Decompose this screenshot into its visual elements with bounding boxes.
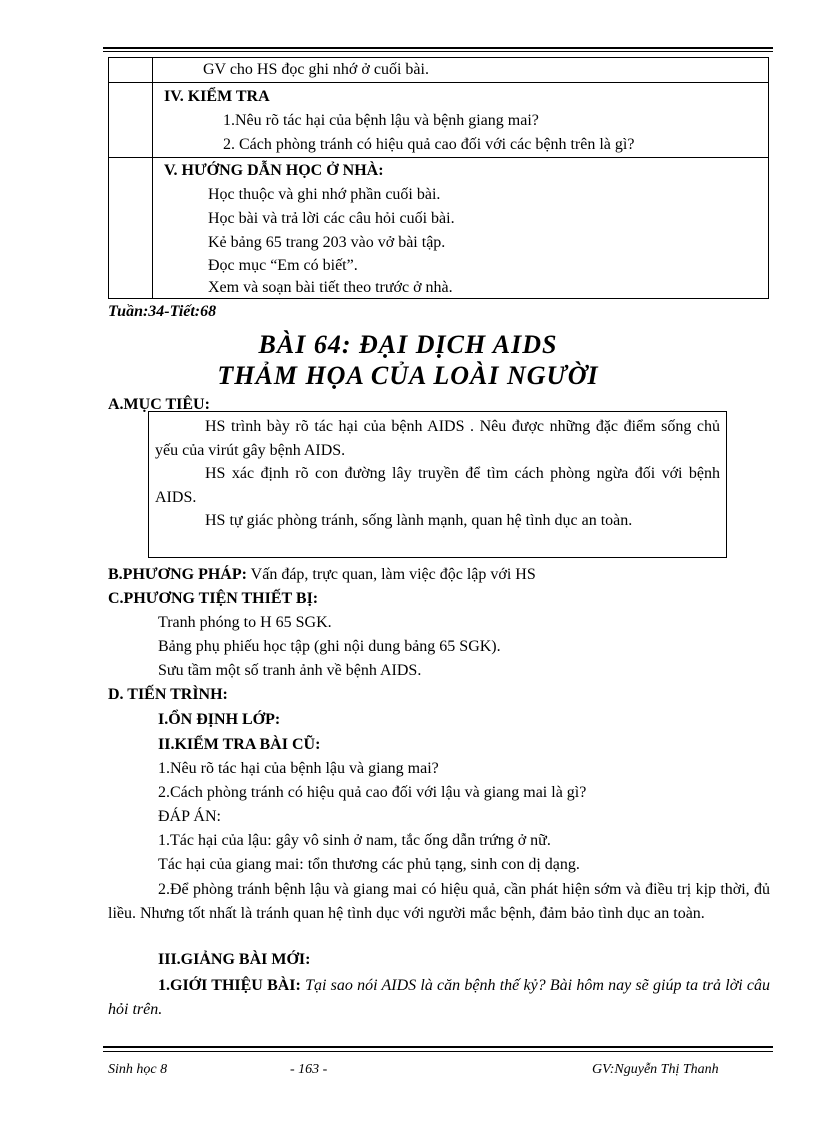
section-heading-b: B.PHƯƠNG PHÁP: <box>108 566 247 583</box>
table-row-text: 2. Cách phòng tránh có hiệu quả cao đối với các bệnh trên là gì? <box>223 136 635 153</box>
table-section-heading: IV. KIỂM TRA <box>164 88 270 105</box>
section-heading-d: D. TIẾN TRÌNH: <box>108 686 228 703</box>
subsection-heading: III.GIẢNG BÀI MỚI: <box>158 951 311 968</box>
equipment-item: Sưu tầm một số tranh ảnh về bệnh AIDS. <box>158 662 422 679</box>
table-row-text: Kẻ bảng 65 trang 203 vào vở bài tập. <box>208 234 446 251</box>
footer-rule-thin <box>103 1051 773 1052</box>
intro-label: 1.GIỚI THIỆU BÀI: <box>158 977 301 994</box>
review-question: 2.Cách phòng tránh có hiệu quả cao đối với lậu và giang mai là gì? <box>158 784 587 801</box>
table-border <box>108 82 769 83</box>
objectives-box <box>148 411 727 558</box>
table-border <box>108 298 769 299</box>
header-rule-thin <box>103 51 773 52</box>
equipment-item: Bảng phụ phiếu học tập (ghi nội dung bảng 65 SGK). <box>158 638 501 655</box>
objective-paragraph: HS trình bày rõ tác hại của bệnh AIDS . Nêu được những đặc điểm sống chủ yếu của virút gây bệnh AIDS. <box>155 418 720 459</box>
footer-teacher: GV:Nguyễn Thị Thanh <box>592 1062 719 1077</box>
section-b <box>108 565 536 585</box>
table-row-text: Học thuộc và ghi nhớ phần cuối bài. <box>208 186 441 203</box>
table-row-text: Đọc mục “Em có biết”. <box>208 257 358 274</box>
answer-text: 1.Tác hại của lậu: gây vô sinh ở nam, tắc ống dẫn trứng ở nữ. <box>158 832 551 849</box>
objective-paragraph: HS xác định rõ con đường lây truyền để tìm cách phòng ngừa đối với bệnh AIDS. <box>155 465 720 506</box>
lesson-title: BÀI 64: ĐẠI DỊCH AIDS <box>258 330 558 359</box>
subsection-heading: II.KIỂM TRA BÀI CŨ: <box>158 736 321 753</box>
lesson-table <box>108 57 769 299</box>
subsection-heading: I.ỔN ĐỊNH LỚP: <box>158 711 281 728</box>
answer-paragraph: 2.Để phòng tránh bệnh lậu và giang mai có hiệu quả, cần phát hiện sớm và điều trị kịp thời, đủ liều. Nhưng tốt nhất là tránh quan hệ tình dục với người mắc bệnh, đảm bảo tình dục an toàn. <box>108 881 770 922</box>
equipment-item: Tranh phóng to H 65 SGK. <box>158 614 332 631</box>
section-b-text: Vấn đáp, trực quan, làm việc độc lập với HS <box>246 566 536 583</box>
section-heading-a: A.MỤC TIÊU: <box>108 396 210 413</box>
answer-text: Tác hại của giang mai: tổn thương các phủ tạng, sinh con dị dạng. <box>158 856 580 873</box>
answer-label: ĐÁP ÁN: <box>158 808 221 825</box>
review-question: 1.Nêu rõ tác hại của bệnh lậu và giang mai? <box>158 760 439 777</box>
table-border <box>108 57 769 58</box>
footer-subject: Sinh học 8 <box>108 1062 168 1077</box>
table-row-text: Học bài và trả lời các câu hỏi cuối bài. <box>208 210 455 227</box>
objective-paragraph: HS tự giác phòng tránh, sống lành mạnh, quan hệ tình dục an toàn. <box>205 512 633 529</box>
intro-paragraph <box>108 974 770 1021</box>
header-rule <box>103 47 773 49</box>
table-border <box>108 157 769 158</box>
table-border <box>768 57 769 299</box>
table-row-text: 1.Nêu rõ tác hại của bệnh lậu và bệnh giang mai? <box>223 112 539 129</box>
intro-text: Tại sao nói AIDS là căn bệnh thế kỷ? Bài hôm nay sẽ giúp ta trả lời câu hỏi trên. <box>108 977 771 1018</box>
footer-page-number: - 163 - <box>290 1062 328 1077</box>
table-row-text: Xem và soạn bài tiết theo trước ở nhà. <box>208 279 453 296</box>
table-border <box>152 57 153 299</box>
week-label: Tuần:34-Tiết:68 <box>108 303 217 320</box>
section-heading-c: C.PHƯƠNG TIỆN THIẾT BỊ: <box>108 590 319 607</box>
lesson-subtitle: THẢM HỌA CỦA LOÀI NGƯỜI <box>217 361 599 390</box>
table-row-text: GV cho HS đọc ghi nhớ ở cuối bài. <box>203 61 429 78</box>
table-border <box>108 57 109 299</box>
table-section-heading: V. HƯỚNG DẪN HỌC Ở NHÀ: <box>164 162 384 179</box>
footer-rule <box>103 1046 773 1048</box>
